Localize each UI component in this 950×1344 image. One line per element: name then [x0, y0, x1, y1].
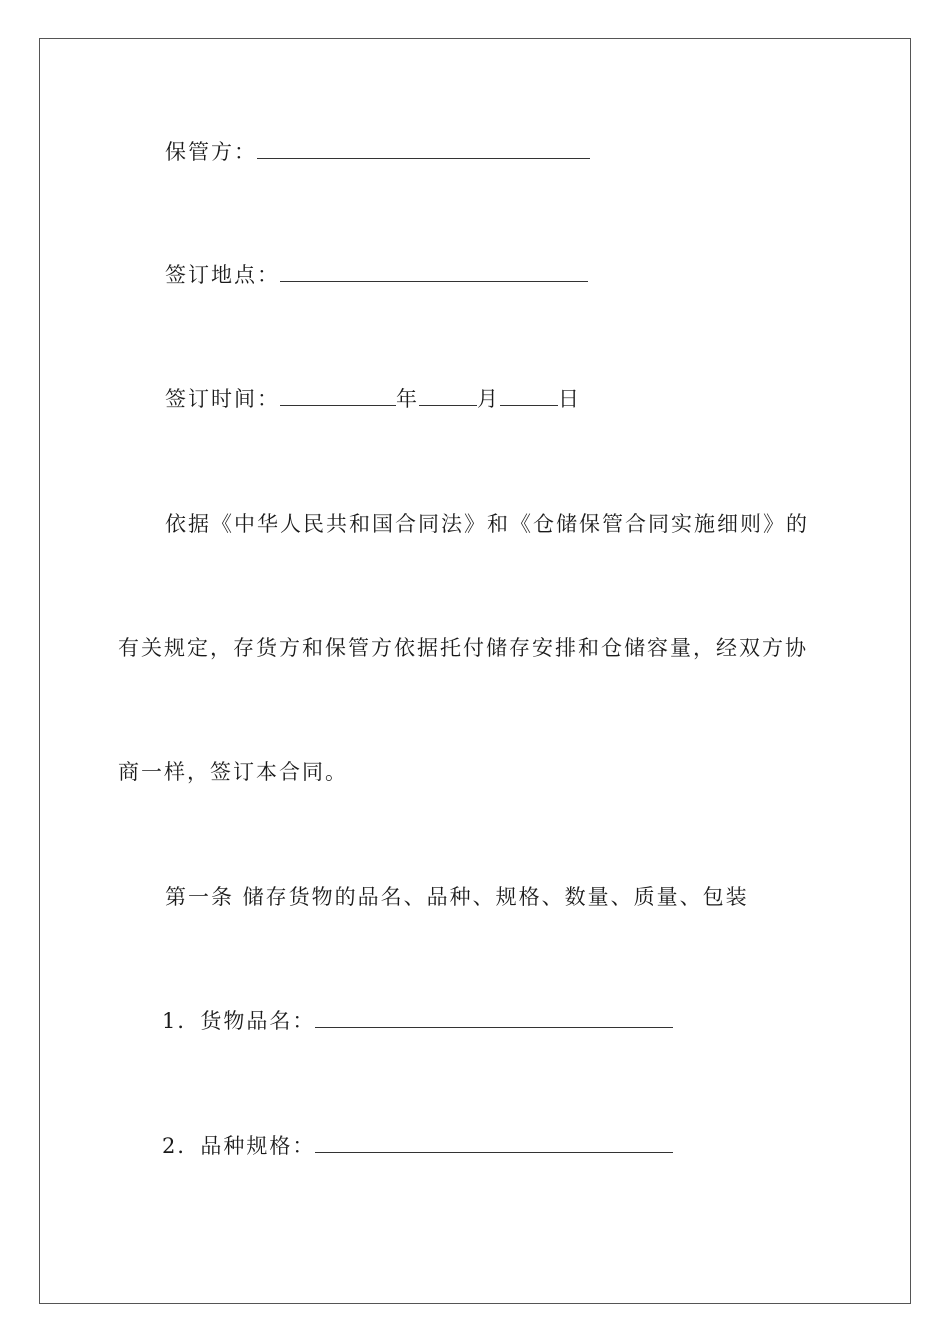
preamble-line-3: 商一样，签订本合同。 — [118, 760, 348, 784]
month-blank[interactable] — [419, 385, 477, 406]
variety-spec-blank[interactable] — [315, 1132, 673, 1153]
custodian-blank[interactable] — [257, 138, 590, 159]
page-frame — [39, 38, 911, 1304]
year-label: 年 — [396, 387, 419, 411]
goods-name-row — [162, 1006, 673, 1036]
sign-place-label: 签订地点： — [165, 263, 280, 287]
day-blank[interactable] — [500, 385, 558, 406]
sign-time-label: 签订时间： — [165, 387, 280, 411]
month-label: 月 — [477, 387, 500, 411]
custodian-label: 保管方： — [165, 140, 257, 164]
preamble-line-1: 依据《中华人民共和国合同法》和《仓储保管合同实施细则》的 — [165, 512, 809, 536]
sign-place-blank[interactable] — [280, 261, 588, 282]
variety-spec-label: 2．品种规格： — [162, 1134, 316, 1158]
year-blank[interactable] — [280, 385, 396, 406]
preamble-line-2: 有关规定，存货方和保管方依据托付储存安排和仓储容量，经双方协 — [118, 636, 808, 660]
goods-name-blank[interactable] — [315, 1007, 673, 1028]
day-label: 日 — [558, 387, 581, 411]
goods-name-label: 1．货物品名： — [162, 1009, 316, 1033]
article-1-heading: 第一条 储存货物的品名、品种、规格、数量、质量、包装 — [165, 885, 749, 909]
sign-time-row — [165, 384, 581, 414]
sign-place-row — [165, 260, 588, 290]
custodian-row — [165, 137, 590, 167]
variety-spec-row — [162, 1131, 673, 1161]
